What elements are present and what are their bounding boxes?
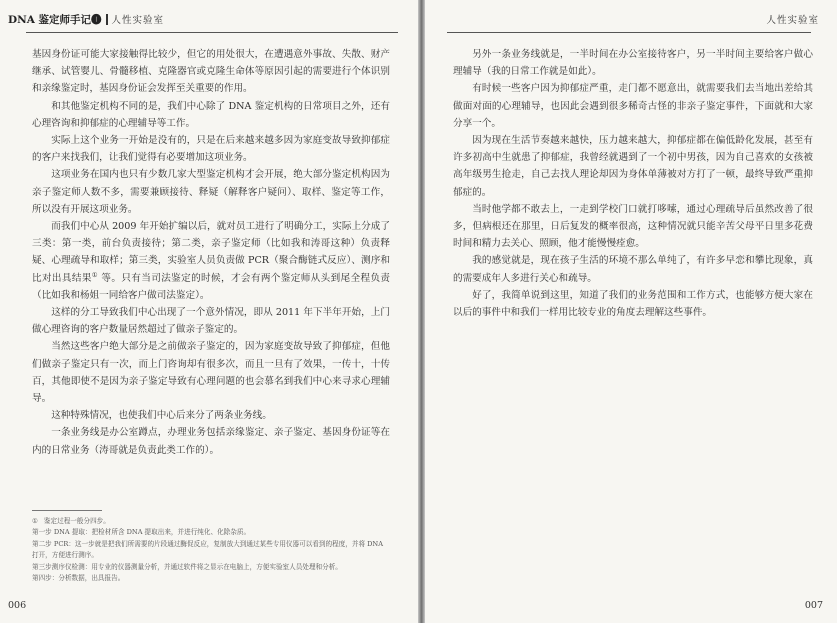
footnote-marker: ① (32, 517, 38, 525)
paragraph: 我的感觉就是，现在孩子生活的环境不那么单纯了，有许多早恋和攀比现象，真的需要成年人多进行关心和疏导。 (453, 255, 813, 284)
footnote-text: 鉴定过程一般分四步。 (43, 517, 110, 525)
body-text (32, 46, 390, 459)
footnote (32, 539, 390, 562)
footnote-reference[interactable]: ① (91, 270, 98, 279)
series-name: 人性实验室 (111, 15, 165, 26)
footnote-rule (32, 510, 102, 511)
book-title: DNA 鉴定师手记❶ (8, 13, 102, 26)
footnote (32, 516, 390, 527)
header-rule (26, 32, 398, 33)
paragraph: 当时他学都不敢去上，一走到学校门口就打哆嗦，通过心理疏导后虽然改善了很多，但病根还在那里，日后复发的概率很高，这种情况就只能辛苦父母平日里多花费时间和精力去关心、照顾，他才能慢慢痊愈。 (453, 203, 813, 250)
book-gutter (418, 0, 425, 623)
paragraph: 这样的分工导致我们中心出现了一个意外情况，即从 2011 年下半年开始，上门做心理咨询的客户数量居然超过了做亲子鉴定的。 (32, 307, 390, 336)
paragraph: 一条业务线是办公室蹲点，办理业务包括亲缘鉴定、亲子鉴定、基因身份证等在内的日常业务（涛哥就是负责此类工作的）。 (32, 427, 390, 456)
header-rule (447, 32, 811, 33)
footnote (32, 573, 390, 584)
paragraph: 基因身份证可能大家接触得比较少，但它的用处很大，在遭遇意外事故、失散、财产继承、试管婴儿、骨髓移植、克隆器官或克隆生命体等原因引起的需要进行个体识别和亲缘鉴定时，基因身份证会发挥至关重要的作用。 (32, 49, 390, 95)
running-header (766, 10, 819, 28)
paragraph-text-tail: 等。只有当司法鉴定的时候，才会有两个鉴定师从头到尾全程负责（比如我和杨姐一同给客户做司法鉴定）。 (32, 272, 391, 301)
right-page (425, 0, 837, 623)
paragraph: 和其他鉴定机构不同的是，我们中心除了 DNA 鉴定机构的日常项目之外，还有心理咨询和抑郁症的心理辅导等工作。 (32, 100, 390, 129)
paragraph: 这种特殊情况，也使我们中心后来分了两条业务线。 (51, 410, 272, 422)
left-page (0, 0, 418, 623)
footnote-text: 第三步测序仪检测：用专业的仪器测量分析，并通过软件将之显示在电脑上，方便实验室人员处理和分析。 (32, 562, 342, 571)
paragraph-with-footnote (32, 218, 390, 304)
footnotes (32, 516, 390, 584)
footnote-text: 第四步：分析数据，出具报告。 (32, 574, 125, 583)
header-separator (106, 14, 108, 25)
paragraph: 另外一条业务线就是，一半时间在办公室接待客户，另一半时间主要给客户做心理辅导（我的日常工作就是如此）。 (453, 49, 813, 78)
footnote-text: 第二步 PCR：这一步就是把我们所需要的片段通过酶促反应，复制放大到通过某些专用仪器可以看到的程度，并将 DNA 打开，方便进行测序。 (32, 539, 383, 560)
paragraph: 这项业务在国内也只有少数几家大型鉴定机构才会开展，绝大部分鉴定机构因为亲子鉴定师人数不多，需要兼顾接待、释疑（解释客户疑问）、取样、鉴定等工作，所以没有开展这项业务。 (32, 169, 390, 215)
body-text (453, 46, 813, 321)
running-header (8, 10, 410, 28)
paragraph: 有时候一些客户因为抑郁症严重，走门都不愿意出，就需要我们去当地出差给其做面对面的心理辅导，也因此会遇到很多稀奇古怪的非亲子鉴定事件，下面就和大家分享一个。 (453, 83, 813, 129)
page-number: 006 (8, 600, 27, 611)
paragraph: 实际上这个业务一开始是没有的，只是在后来越来越多因为家庭变故导致抑郁症的客户来找我们，让我们觉得有必要增加这项业务。 (32, 135, 390, 164)
footnote (32, 527, 390, 538)
page-number: 007 (804, 600, 823, 611)
footnote-text: 第一步 DNA 提取：把检材所含 DNA 提取出来，并进行纯化、化除杂质。 (32, 528, 251, 537)
paragraph: 好了，我简单说到这里，知道了我们的业务范围和工作方式，也能够方便大家在以后的事件中和我们一样用比较专业的角度去理解这些事件。 (453, 289, 813, 319)
paragraph-text: 而我们中心从 2009 年开始扩编以后，就对员工进行了明确分工，实际上分成了三类：第一类，前台负责接待；第二类，亲子鉴定师（比如我和涛哥这种）负责释疑、心理疏导和取样；第三类，实验室人员负责做 PCR（聚合酶链式反应）、测序和比对出具结果 (32, 221, 390, 284)
footnote (32, 562, 390, 573)
series-name: 人性实验室 (766, 15, 819, 26)
paragraph: 因为现在生活节奏越来越快，压力越来越大，抑郁症都在偏低龄化发展，甚至有许多初高中生就患了抑郁症，我曾经就遇到了一个初中男孩，因为自己喜欢的女孩被高年级男生抢走，自己去找人理论却因为身体单薄被对方打了一顿，最终导致严重抑郁症的。 (453, 135, 813, 198)
paragraph: 当然这些客户绝大部分是之前做亲子鉴定的，因为家庭变故导致了抑郁症，但他们做亲子鉴定只有一次，而上门咨询却有很多次，而且一旦有了效果，一传十，十传百，其他即使不是因为亲子鉴定导致有心理问题的也会慕名到我们中心来寻求心理辅导。 (32, 341, 390, 405)
